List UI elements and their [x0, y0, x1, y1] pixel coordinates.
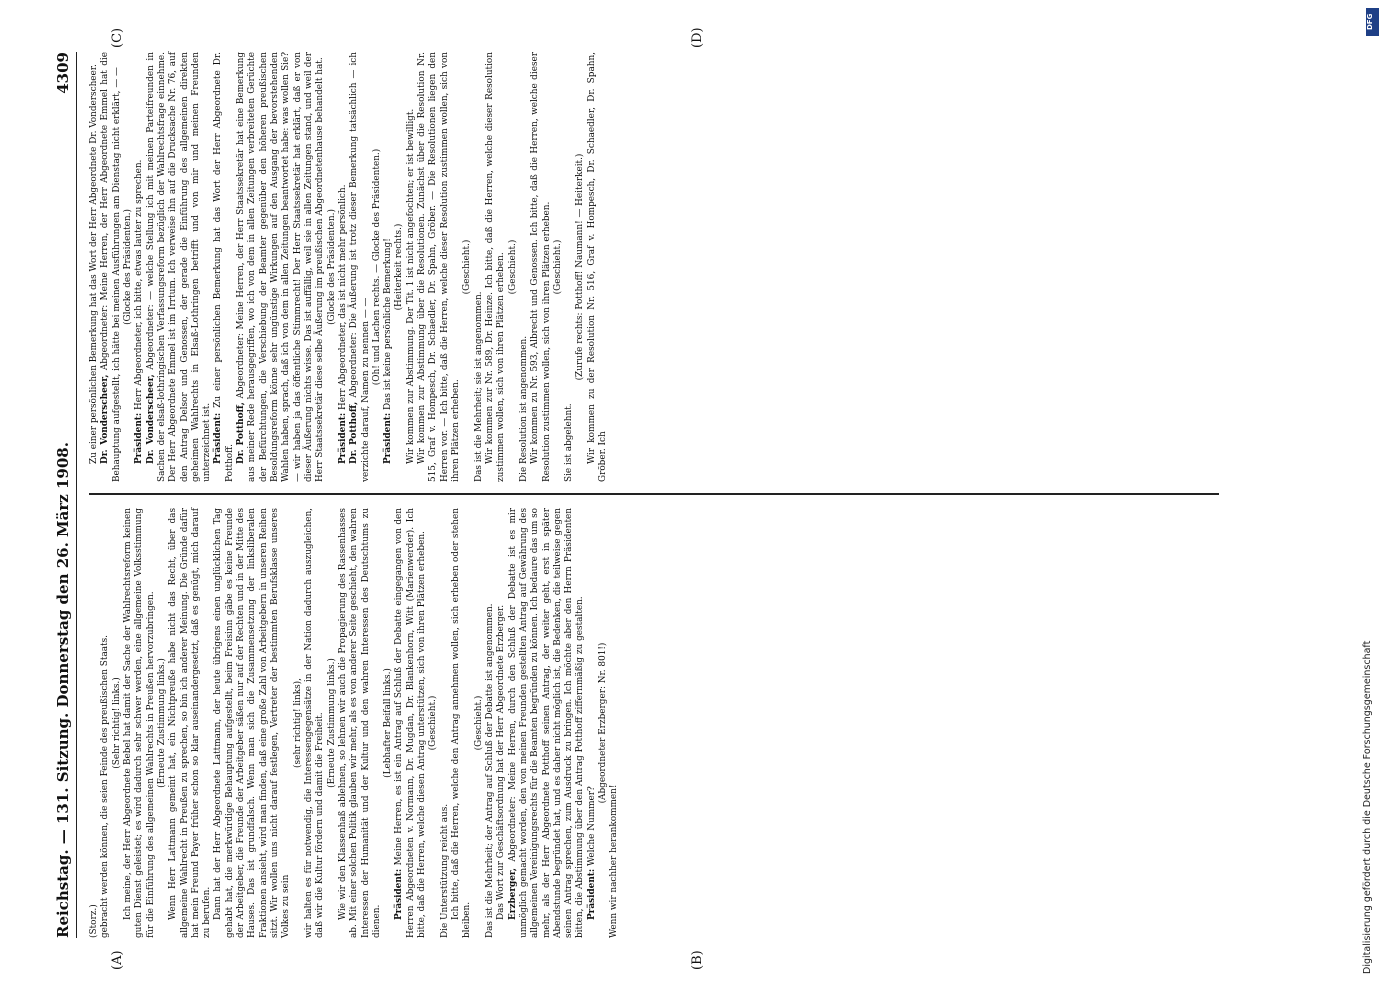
interjection: (Geschieht.)	[462, 239, 473, 295]
interjection: (Geschieht.)	[473, 695, 484, 751]
dfg-logo: DFG	[1366, 8, 1379, 36]
speaker-name: Dr. Potthoff,	[236, 402, 247, 464]
speaker-continuation: (Storz.)	[89, 904, 99, 938]
paragraph: Das ist die Mehrheit; sie ist angenommen.	[473, 291, 484, 482]
paragraph: Präsident: Das ist keine persönliche Bemerkung!	[383, 238, 394, 464]
paragraph: Dr. Vonderscheer, Abgeordneter: Meine Herren, der Herr Abgeordnete Emmel hat die Behauptung aufgestellt, ich hätte bei meinen Ausführungen am Dienstag nicht erklärt, — —	[100, 52, 122, 482]
interjection: (Oh! und Lachen rechts. — Glocke des Präsidenten.)	[371, 148, 382, 386]
paragraph: Wir kommen zu Nr. 593, Albrecht und Genossen. Ich bitte, daß die Herren, welche dieser Resolution zustimmen wollen, sich von ihren Plätzen erheben.	[530, 52, 552, 482]
speaker-name: Präsident:	[394, 868, 405, 920]
interjection: (Lebhafter Beifall links.)	[383, 668, 394, 778]
interjection: (Sehr richtig! links.)	[111, 677, 122, 769]
page-number: 4309	[54, 52, 72, 94]
paragraph: Ich bitte, daß die Herren, welche den Antrag annehmen wollen, sich erheben oder stehen bleiben.	[451, 508, 473, 938]
interjection: (Abgeordneter Erzberger: Nr. 801!)	[598, 642, 609, 804]
interjection: (Geschieht.)	[428, 695, 439, 751]
paragraph: Präsident: Zu einer persönlichen Bemerkung hat das Wort der Herr Abgeordnete Dr. Potthoff.	[213, 52, 235, 482]
interjection: (sehr richtig! links),	[292, 678, 303, 768]
speaker-name: Präsident:	[337, 412, 348, 464]
paragraph: Präsident: Meine Herren, es ist ein Antrag auf Schluß der Debatte eingegangen von den Herren Abgeordneten v. Normann, Dr. Mugdan, Dr. Blankenhorn, Witt (Marienwerder). Ich bitte, daß die Herren, welche diesen Antrag unterstützen, sich von ihren Plätzen erheben.	[394, 508, 428, 938]
paragraph: Dr. Potthoff, Abgeordneter: Meine Herren, der Herr Staatssekretär hat eine Bemerkung aus meiner Rede herausgegriffen, wo ich von dem in allen Zeitungen verbreiteten Gerüchte der Befürchtungen, die Verschiebung der Beamter gegenüber den höheren preußischen Besoldungsreform könne sehr ungünstige Wirkungen auf den Ausgang der bevorstehenden Wahlen haben, sprach, daß ich von dem in allen Zeitungen beantwortet habe: was wollen Sie? — wir haben ja das öffentliche Stimmrecht! Der Herr Staatssekretär hat erklärt, daß er von dieser Äußerung nichts wisse. Das ist auffällig, weil sie in allen Zeitungen stand, und weil der Herr Staatssekretär diese selbe Äußerung im preußischen Abgeordnetenhause behandelt hat.	[236, 51, 326, 482]
interjection: (Glocke des Präsidenten.)	[122, 209, 133, 325]
margin-marker-b: (B)	[690, 950, 705, 970]
text-columns	[89, 52, 1249, 938]
interjection: (Zurufe rechts: Potthoff! Naumann! — Heiterkeit.)	[575, 153, 586, 381]
paragraph: Erzberger, Abgeordneter: Meine Herren, durch den Schluß der Debatte ist es mir unmöglich gemacht worden, den von meinen Freunden gestellten Antrag auf Gewährung des allgemeinen Vereinigungsrechts für die Beamten begründen zu können. Ich bedaure das um so mehr, als der Herr Abgeordnete Potthoff seinen Antrag, der weiter geht, erst in später Abendstunde begründet hat, und es daher nicht möglich ist, die Bedenken, die teilweise gegen seinen Antrag sprechen, zum Ausdruck zu bringen. Ich möchte aber den Herrn Präsidenten bitten, die Abstimmung über den Antrag Potthoff ziffernmäßig zu gestalten.	[507, 508, 586, 938]
running-head-title: Reichstag. — 131. Sitzung. Donnerstag den 26. März 1908.	[54, 442, 72, 938]
speaker-name: Präsident:	[586, 868, 597, 920]
speaker-name: Präsident:	[213, 412, 224, 464]
paragraph: Die Resolution ist angenommen.	[518, 335, 529, 482]
paragraph: Wir kommen zur Abstimmung. Der Tit. 1 ist nicht angefochten; er ist bewilligt.	[405, 108, 416, 464]
paragraph: Sie ist abgelehnt.	[564, 403, 575, 482]
margin-marker-c: (C)	[110, 27, 125, 48]
left-column	[89, 508, 1249, 938]
paragraph: Wir kommen zur Nr. 589, Dr. Heinze. Ich bitte, daß die Herren, welche dieser Resolution zustimmen wollen, sich von ihren Plätzen erheben.	[484, 52, 507, 482]
speaker-name: Dr. Vonderscheer,	[145, 374, 156, 464]
speaker-name: Dr. Vonderscheer,	[100, 374, 111, 464]
paragraph: Zu einer persönlichen Bemerkung hat das Wort der Herr Abgeordnete Dr. Vonderscheer.	[89, 64, 99, 464]
paragraph: Dr. Potthoff, Abgeordneter: Die Äußerung ist trotz dieser Bemerkung tatsächlich — ich verzichte darauf, Namen zu nennen — —	[349, 52, 371, 482]
paragraph: Dr. Vonderscheer, Abgeordneter: — welche Stellung ich mit meinen Parteifreunden in Sachen der elsaß-lothringischen Verfassungsreform bezüglich der Wahlrechtsfrage einnehme. Der Herr Abgeordnete Emmel ist im Irrtum. Ich verweise ihn auf die Drucksache Nr. 76, auf den Antrag Delsor und Genossen, der gerade die Einführung des allgemeinen direkten geheimen Wahlrechts in Elsaß-Lothringen betrifft und von mir und meinen Freunden unterzeichnet ist.	[145, 52, 213, 482]
paragraph: Wir kommen zur Abstimmung über die Resolutionen. Zunächst über die Resolution Nr. 515, Graf v. Hompesch, Dr. Schaedler, Dr. Spahn, Gröber. — Die Resolutionen liegen den Herren vor. — Ich bitte, daß die Herren, welche dieser Resolution zustimmen wollen, sich von ihren Plätzen erheben.	[417, 52, 461, 482]
paragraph: Wenn Herr Lattmann gemeint hat, ein Nichtpreuße habe nicht das Recht, über das allgemeine Wahlrecht in Preußen zu sprechen, so bin ich anderer Meinung. Die Gründe dafür hat mein Freund Payer früher schon so klar auseinandergesetzt, daß es genügt, mich darauf zu berufen.	[168, 508, 213, 938]
paragraph: Das ist die Mehrheit; der Antrag auf Schluß der Debatte ist angenommen.	[484, 603, 495, 938]
paragraph: Präsident: Welche Nummer?	[586, 786, 597, 920]
paragraph: Das Wort zur Geschäftsordnung hat der Herr Abgeordnete Erzberger.	[496, 604, 507, 920]
paragraph: Ich meine, der Herr Abgeordnete Bebel hat damit der Sache der Wahlrechtsreform keinen guten Dienst geleistet; es wird dadurch sehr schwer werden, eine allgemeine Volksstimmung für die Einführung des allgemeinen Wahlrechts in Preußen hervorzubringen.	[122, 508, 156, 938]
running-head	[48, 52, 77, 938]
paragraph: Die Unterstützung reicht aus.	[439, 803, 450, 938]
paragraph: Wie wir den Klassenhaß ablehnen, so lehnen wir auch die Propagierung des Rassenhasses ab. Mit einer solchen Politik glauben wir mehr, als es von anderer Seite geschieht, den wahren Interessen der Humanität und der Kultur und den wahren Interessen des Deutschtums zu dienen.	[337, 508, 382, 938]
speaker-name: Präsident:	[134, 412, 145, 464]
digitization-credit-text: Digitalisierung gefördert durch die Deutsche Forschungsgemeinschaft	[1362, 640, 1373, 974]
interjection: (Erneute Zustimmung links.)	[326, 658, 337, 788]
paragraph: Präsident: Herr Abgeordneter, das ist nicht mehr persönlich.	[337, 184, 348, 464]
speaker-name: Präsident:	[383, 412, 394, 464]
speaker-name: Erzberger,	[507, 868, 518, 920]
interjection: (Geschieht.)	[507, 239, 518, 295]
paragraph: Präsident: Herr Abgeordneter, ich bitte, etwas lauter zu sprechen.	[134, 159, 145, 464]
right-column	[89, 52, 1249, 482]
paragraph: Wir kommen zu der Resolution Nr. 516, Graf v. Hompesch, Dr. Schaedler, Dr. Spahn, Gröber. Ich	[586, 52, 609, 482]
column-divider	[89, 494, 1219, 496]
paragraph: Dann hat der Herr Abgeordnete Lattmann, der heute übrigens einen unglücklichen Tag gehabt hat, die merkwürdige Behauptung aufgestellt, beim Freisinn gäbe es keine Freunde der Arbeitgeber, die Freunde der Arbeitgeber säßen nur auf der Rechten und in der Mitte des Hauses. Das ist grundfalsch. Wenn man sich die Zusammensetzung der linksliberalen Fraktionen ansieht, wird man finden, daß eine große Zahl von Arbeitgebern in unseren Reihen sitzt. Wir wollen uns nicht darauf festlegen, Vertreter der bestimmten Berufsklasse unseres Volkes zu sein	[213, 508, 292, 938]
interjection: (Erneute Zustimmung links.)	[156, 658, 167, 788]
interjection: (Geschieht.)	[552, 239, 563, 295]
margin-marker-a: (A)	[110, 950, 125, 970]
margin-marker-d: (D)	[690, 27, 705, 48]
paragraph: gebracht werden können, die seien Feinde des preußischen Staats.	[100, 635, 111, 938]
interjection: (Glocke des Präsidenten.)	[326, 209, 337, 325]
digitization-credit	[1362, 14, 1376, 974]
paragraph: wir halten es für notwendig, die Interessengegensätze in der Nation dadurch auszugleichen, daß wir die Kultur fördern und damit die Freiheit.	[303, 508, 326, 938]
paragraph: Wenn wir nachher herankommen!	[609, 784, 620, 938]
interjection: (Heiterkeit rechts.)	[394, 223, 405, 311]
speaker-name: Dr. Potthoff,	[349, 401, 360, 464]
